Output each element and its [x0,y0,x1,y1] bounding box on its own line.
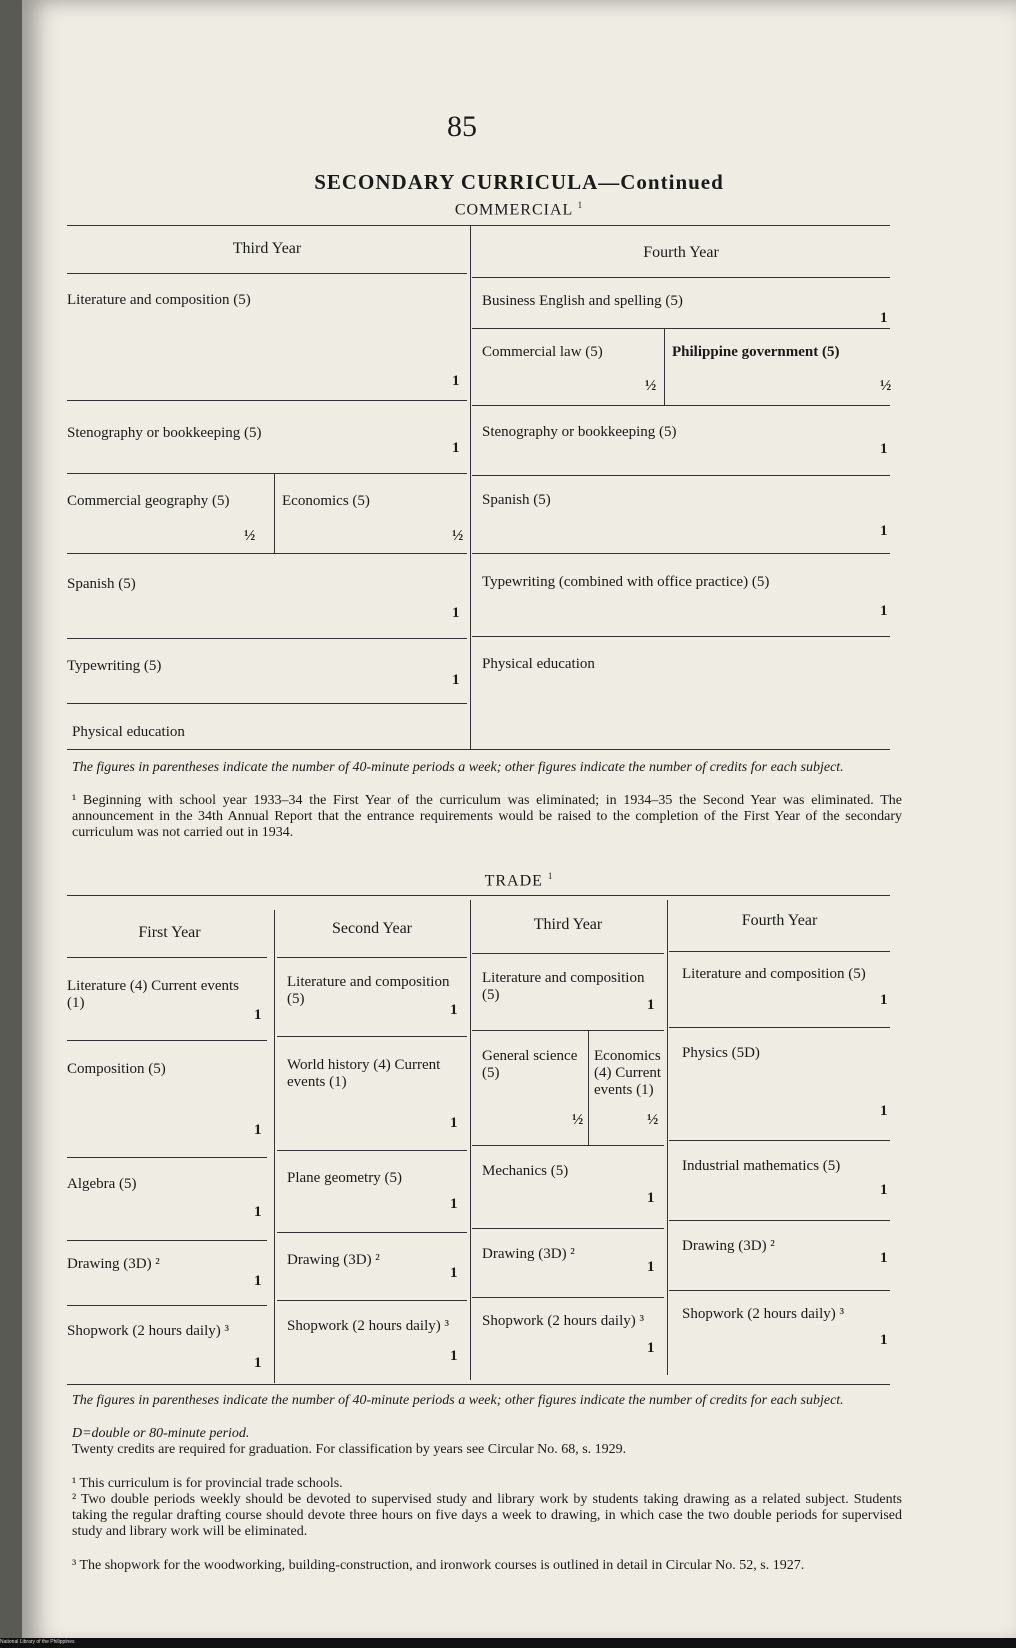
commercial-footnote: ¹ Beginning with school year 1933–34 the First Year of the curriculum was eliminated; in 1934–35 the Second Year was eliminated. The announcement in the 34th Annual Report that the entrance requirements would be raised to the completion of the First Year of the secondary curriculum was not carried out in 1934. [72,793,902,840]
commercial-heading: COMMERCIAL $^1$ [454,200,584,219]
commercial-fourth-spanish-credit: 1 [880,523,888,539]
commercial-fourth-philippine-government-credit: ½ [880,378,892,394]
commercial-third-physical-education: Physical education [72,724,185,740]
commercial-fourth-philippine-government: Philippine government (5) [672,344,840,360]
trade-fourth-literature-credit: 1 [880,992,888,1008]
trade-third-literature-credit: 1 [647,997,655,1013]
page-title: SECONDARY CURRICULA—Continued [314,170,724,194]
trade-second-shopwork: Shopwork (2 hours daily) ³ [287,1318,449,1334]
trade-third-general-science: General science (5) [482,1048,578,1081]
trade-second-drawing-credit: 1 [450,1265,458,1281]
trade-fourth-drawing-credit: 1 [880,1250,888,1266]
commercial-third-economics: Economics (5) [282,493,370,509]
commercial-third-stenography-credit: 1 [452,440,460,456]
trade-fourth-year-header: Fourth Year [741,912,818,929]
trade-third-economics: Economics (4) Current events (1) [594,1048,662,1098]
trade-first-literature-credit: 1 [254,1007,262,1023]
page-number: 85 [447,110,477,143]
commercial-fourth-stenography: Stenography or bookkeeping (5) [482,424,677,440]
commercial-third-literature: Literature and composition (5) [67,292,251,308]
commercial-third-typewriting: Typewriting (5) [67,658,162,674]
trade-footnote-1: ¹ This curriculum is for provincial trade schools. [72,1476,343,1491]
trade-second-world-history: World history (4) Current events (1) [287,1057,441,1090]
trade-first-shopwork-credit: 1 [254,1355,262,1371]
trade-graduation-note: Twenty credits are required for graduation. For classification by years see Circular No. 68, s. 1929. [72,1442,627,1457]
commercial-fourth-commercial-law-credit: ½ [645,378,657,394]
trade-second-literature-credit: 1 [450,1002,458,1018]
commercial-fourth-spanish: Spanish (5) [482,492,551,508]
trade-third-year-header: Third Year [533,916,603,933]
trade-third-literature: Literature and composition (5) [482,970,645,1003]
trade-first-year-header: First Year [138,924,201,941]
trade-second-shopwork-credit: 1 [450,1348,458,1364]
trade-footnote-2: ² Two double periods weekly should be devoted to supervised study and library work by students taking drawing as a related subject. Students taking the regular drafting course should devote three hours on five days a week to drawing, in which case the two double periods for supervised study and library work will be eliminated. [72,1492,902,1539]
trade-third-economics-credit: ½ [647,1112,659,1128]
commercial-third-geography: Commercial geography (5) [67,493,230,509]
commercial-third-economics-credit: ½ [452,528,464,544]
commercial-fourth-year-header: Fourth Year [643,244,719,261]
commercial-fourth-business-english-credit: 1 [880,310,888,326]
trade-second-literature: Literature and composition (5) [287,974,450,1007]
footer-credit: National Library of the Philippines [0,1639,75,1645]
trade-first-drawing-credit: 1 [254,1273,262,1289]
trade-third-mechanics-credit: 1 [647,1190,655,1206]
trade-second-drawing: Drawing (3D) ² [287,1252,380,1268]
trade-first-algebra-credit: 1 [254,1204,262,1220]
commercial-third-geography-credit: ½ [244,528,256,544]
trade-first-drawing: Drawing (3D) ² [67,1256,160,1272]
trade-second-plane-geometry-credit: 1 [450,1196,458,1212]
commercial-periods-note: The figures in parentheses indicate the number of 40-minute periods a week; other figures indicate the number of credits for each subject. [72,760,844,775]
trade-first-composition-credit: 1 [254,1122,262,1138]
commercial-fourth-commercial-law: Commercial law (5) [482,344,603,360]
trade-fourth-physics: Physics (5D) [682,1045,760,1061]
trade-periods-note: The figures in parentheses indicate the number of 40-minute periods a week; other figures indicate the number of credits for each subject. [72,1393,844,1408]
trade-fourth-literature: Literature and composition (5) [682,966,866,982]
trade-first-algebra: Algebra (5) [67,1176,137,1192]
commercial-fourth-business-english: Business English and spelling (5) [482,293,683,309]
trade-first-shopwork: Shopwork (2 hours daily) ³ [67,1323,229,1339]
trade-first-literature: Literature (4) Current events (1) [67,978,240,1011]
commercial-third-stenography: Stenography or bookkeeping (5) [67,425,262,441]
trade-fourth-shopwork-credit: 1 [880,1332,888,1348]
trade-fourth-shopwork: Shopwork (2 hours daily) ³ [682,1306,844,1322]
trade-fourth-industrial-mathematics: Industrial mathematics (5) [682,1158,841,1174]
commercial-third-spanish-credit: 1 [452,605,460,621]
trade-first-composition: Composition (5) [67,1061,166,1077]
trade-third-drawing: Drawing (3D) ² [482,1246,575,1262]
commercial-fourth-stenography-credit: 1 [880,441,888,457]
commercial-third-year-header: Third Year [232,240,302,257]
commercial-fourth-typewriting-credit: 1 [880,603,888,619]
commercial-third-literature-credit: 1 [452,373,460,389]
trade-heading: TRADE $^1$ [484,871,554,890]
trade-double-period-note: D=double or 80-minute period. [72,1426,250,1441]
commercial-fourth-typewriting: Typewriting (combined with office practice) (5) [482,574,770,590]
trade-third-drawing-credit: 1 [647,1259,655,1275]
trade-second-year-header: Second Year [332,920,412,937]
trade-footnote-3: ³ The shopwork for the woodworking, building-construction, and ironwork courses is outlined in detail in Circular No. 52, s. 1927. [72,1558,805,1573]
footer-strip [0,1638,1016,1648]
commercial-fourth-physical-education: Physical education [482,656,595,672]
trade-third-shopwork: Shopwork (2 hours daily) ³ [482,1313,644,1329]
trade-third-mechanics: Mechanics (5) [482,1163,569,1179]
trade-third-shopwork-credit: 1 [647,1340,655,1356]
trade-third-general-science-credit: ½ [572,1112,584,1128]
trade-fourth-industrial-mathematics-credit: 1 [880,1182,888,1198]
commercial-third-typewriting-credit: 1 [452,672,460,688]
trade-fourth-physics-credit: 1 [880,1103,888,1119]
commercial-third-spanish: Spanish (5) [67,576,136,592]
trade-fourth-drawing: Drawing (3D) ² [682,1238,775,1254]
trade-second-world-history-credit: 1 [450,1115,458,1131]
document-page [22,0,1016,1648]
trade-second-plane-geometry: Plane geometry (5) [287,1170,402,1186]
